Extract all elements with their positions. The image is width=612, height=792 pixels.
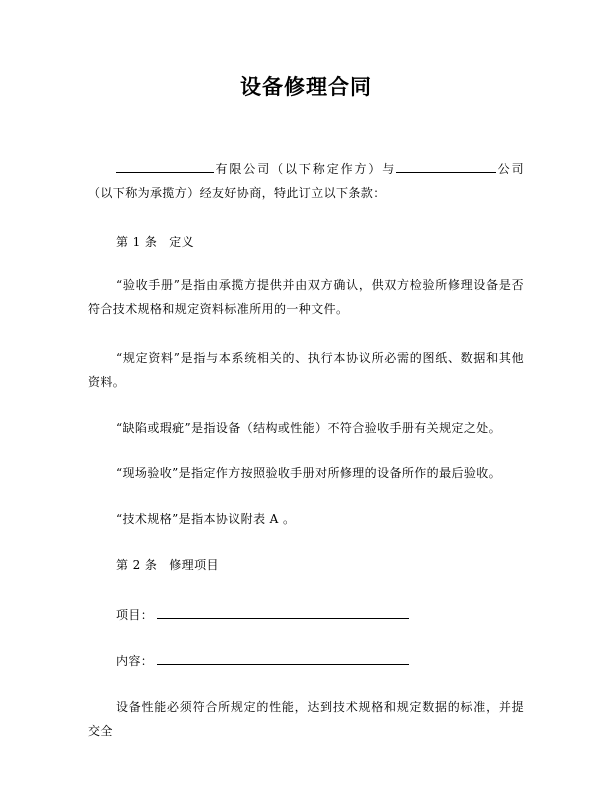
content-field-row: [116, 649, 409, 673]
item-field-label: 项目：: [116, 608, 154, 622]
definition-specified-materials: “规定资料”是指与本系统相关的、执行本协议所必需的图纸、数据和其他资料。: [88, 351, 524, 389]
equipment-performance-paragraph: 设备性能必须符合所规定的性能，达到技术规格和规定数据的标准，并提交全: [88, 700, 524, 738]
item-field-row: [116, 603, 409, 627]
content-field-blank[interactable]: [157, 651, 409, 665]
party-a-blank[interactable]: [116, 159, 214, 173]
intro-paragraph: [88, 157, 524, 205]
party-b-suffix: 公司（以下称为承揽方）经友好协商，特此订立以下条款：: [88, 162, 524, 200]
clause-1-heading: [116, 230, 524, 254]
party-b-blank[interactable]: [396, 159, 496, 173]
clause-1-number: 第 1 条: [116, 235, 158, 249]
party-a-suffix: 有限公司（以下称定作方）与: [214, 162, 397, 176]
clause-2-heading: [116, 553, 524, 577]
definition-site-acceptance: “现场验收”是指定作方按照验收手册对所修理的设备所作的最后验收。: [116, 466, 502, 480]
clause-1-title: 定义: [169, 235, 195, 249]
definition-acceptance-manual: “验收手册”是指由承揽方提供并由双方确认，供双方检验所修理设备是否符合技术规格和规定资料标准所用的一种文件。: [88, 278, 524, 316]
definition-technical-specs: “技术规格”是指本协议附表 A 。: [116, 512, 296, 526]
clause-2-title: 修理项目: [169, 558, 219, 572]
clause-2-number: 第 2 条: [116, 558, 158, 572]
document-title: 设备修理合同: [240, 75, 372, 99]
definition-defects: “缺陷或瑕疵”是指设备（结构或性能）不符合验收手册有关规定之处。: [116, 421, 502, 435]
item-field-blank[interactable]: [157, 605, 409, 619]
content-field-label: 内容：: [116, 654, 154, 668]
